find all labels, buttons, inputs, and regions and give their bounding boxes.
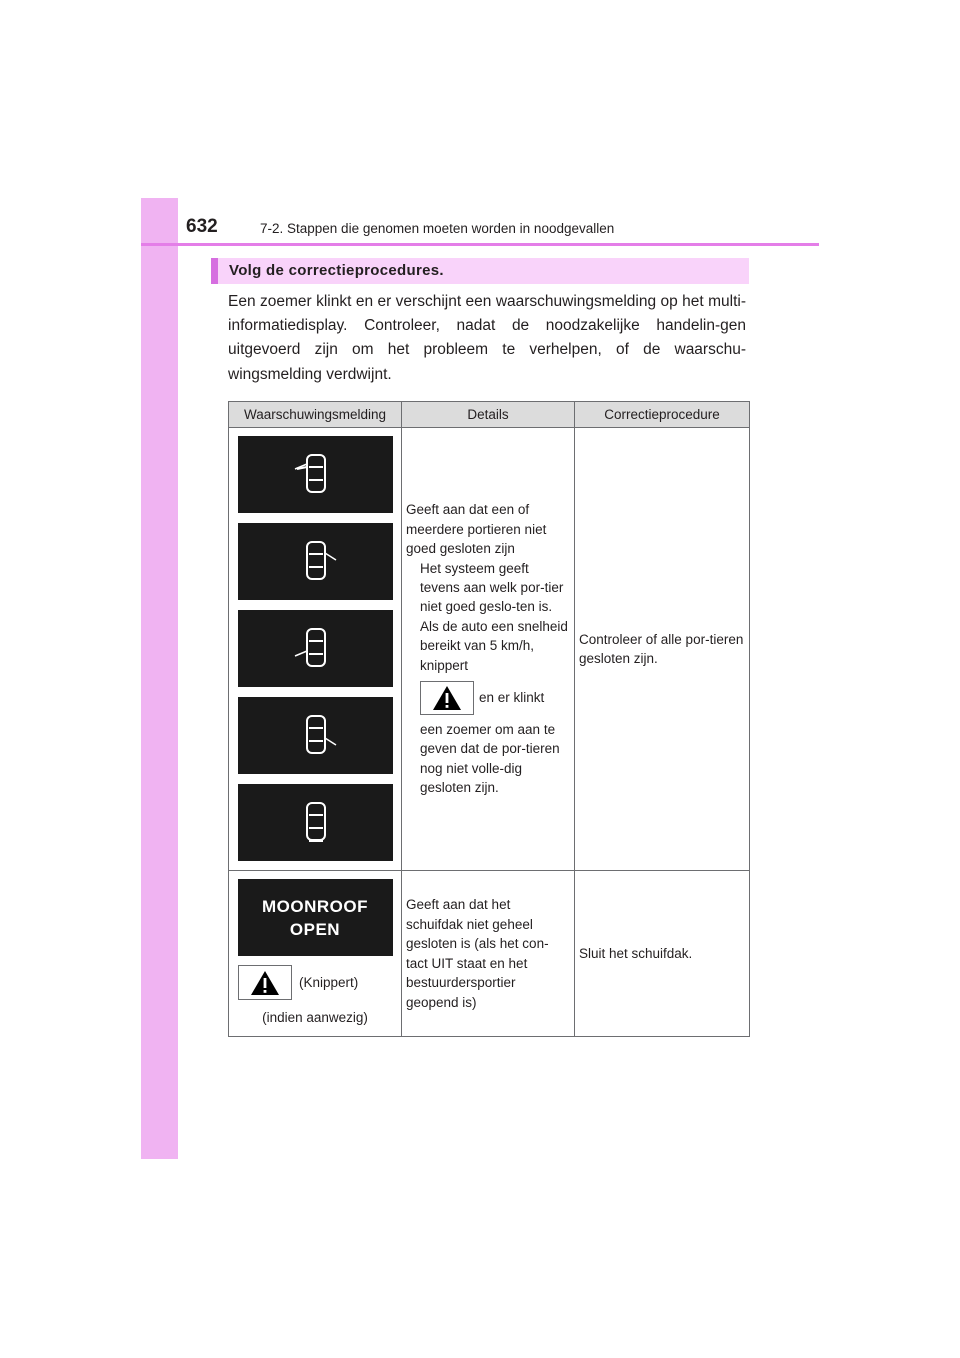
chapter-title: 7-2. Stappen die genomen moeten worden in noodgevallen bbox=[260, 221, 615, 236]
moonroof-procedure-cell: Sluit het schuifdak. bbox=[575, 871, 750, 1037]
door-procedure-cell: Controleer of alle por-tieren gesloten zijn. bbox=[575, 428, 750, 871]
if-present-note: (indien aanwezig) bbox=[262, 1010, 368, 1025]
header-details: Details bbox=[402, 402, 575, 428]
side-band bbox=[141, 198, 178, 1159]
header-rule bbox=[141, 243, 819, 246]
header-warning-message: Waarschuwingsmelding bbox=[229, 402, 402, 428]
door-open-rear-right-icon bbox=[238, 697, 393, 774]
door-screens-cell bbox=[229, 428, 402, 871]
details-tail: een zoemer om aan te geven dat de por-tieren nog niet volle-dig gesloten zijn. bbox=[420, 722, 560, 796]
details-indent-2: Als de auto een snelheid bereikt van 5 km/h, knippert bbox=[420, 618, 568, 673]
warning-table bbox=[228, 401, 750, 1037]
door-open-front-right-icon bbox=[238, 523, 393, 600]
page-number: 632 bbox=[186, 216, 218, 237]
moonroof-screen-cell bbox=[229, 871, 402, 1037]
warning-triangle-icon bbox=[420, 681, 474, 715]
trunk-open-icon bbox=[238, 784, 393, 861]
intro-paragraph: Een zoemer klinkt en er verschijnt een waarschuwingsmelding op het multi-informatiedisplay. Controleer, nadat de noodzakelijke handelin-gen uitgevoerd zijn om het probleem te verhelpen, of de waarschu-wingsmelding verdwijnt. bbox=[228, 293, 746, 383]
details-indent-1: Het systeem geeft tevens aan welk por-tier niet goed geslo-ten is. bbox=[420, 560, 564, 615]
table-row bbox=[229, 428, 750, 871]
door-details-cell bbox=[402, 428, 575, 871]
inline-warning bbox=[420, 681, 570, 715]
table-header-row bbox=[229, 402, 750, 428]
moonroof-line-2: OPEN bbox=[289, 919, 341, 939]
door-open-rear-left-icon bbox=[238, 610, 393, 687]
warning-triangle-icon bbox=[238, 965, 292, 1000]
flash-label: (Knippert) bbox=[299, 974, 359, 990]
section-heading-bar bbox=[211, 258, 749, 284]
header-procedure: Correctieprocedure bbox=[575, 402, 750, 428]
moonroof-details-cell: Geeft aan dat het schuifdak niet geheel gesloten is (als het con-tact UIT staat en het bestuurdersportier geopend is) bbox=[402, 871, 575, 1037]
moonroof-line-1: MOONROOF bbox=[262, 896, 368, 916]
door-open-front-left-icon bbox=[238, 436, 393, 513]
moonroof-open-display bbox=[238, 879, 393, 956]
details-lead: Geeft aan dat een of meerdere portieren niet goed gesloten zijn bbox=[406, 502, 547, 557]
flash-indicator bbox=[238, 965, 401, 1000]
table-row bbox=[229, 871, 750, 1037]
details-after-icon: en er klinkt bbox=[479, 690, 545, 706]
section-title: Volg de correctieprocedures. bbox=[229, 262, 444, 279]
